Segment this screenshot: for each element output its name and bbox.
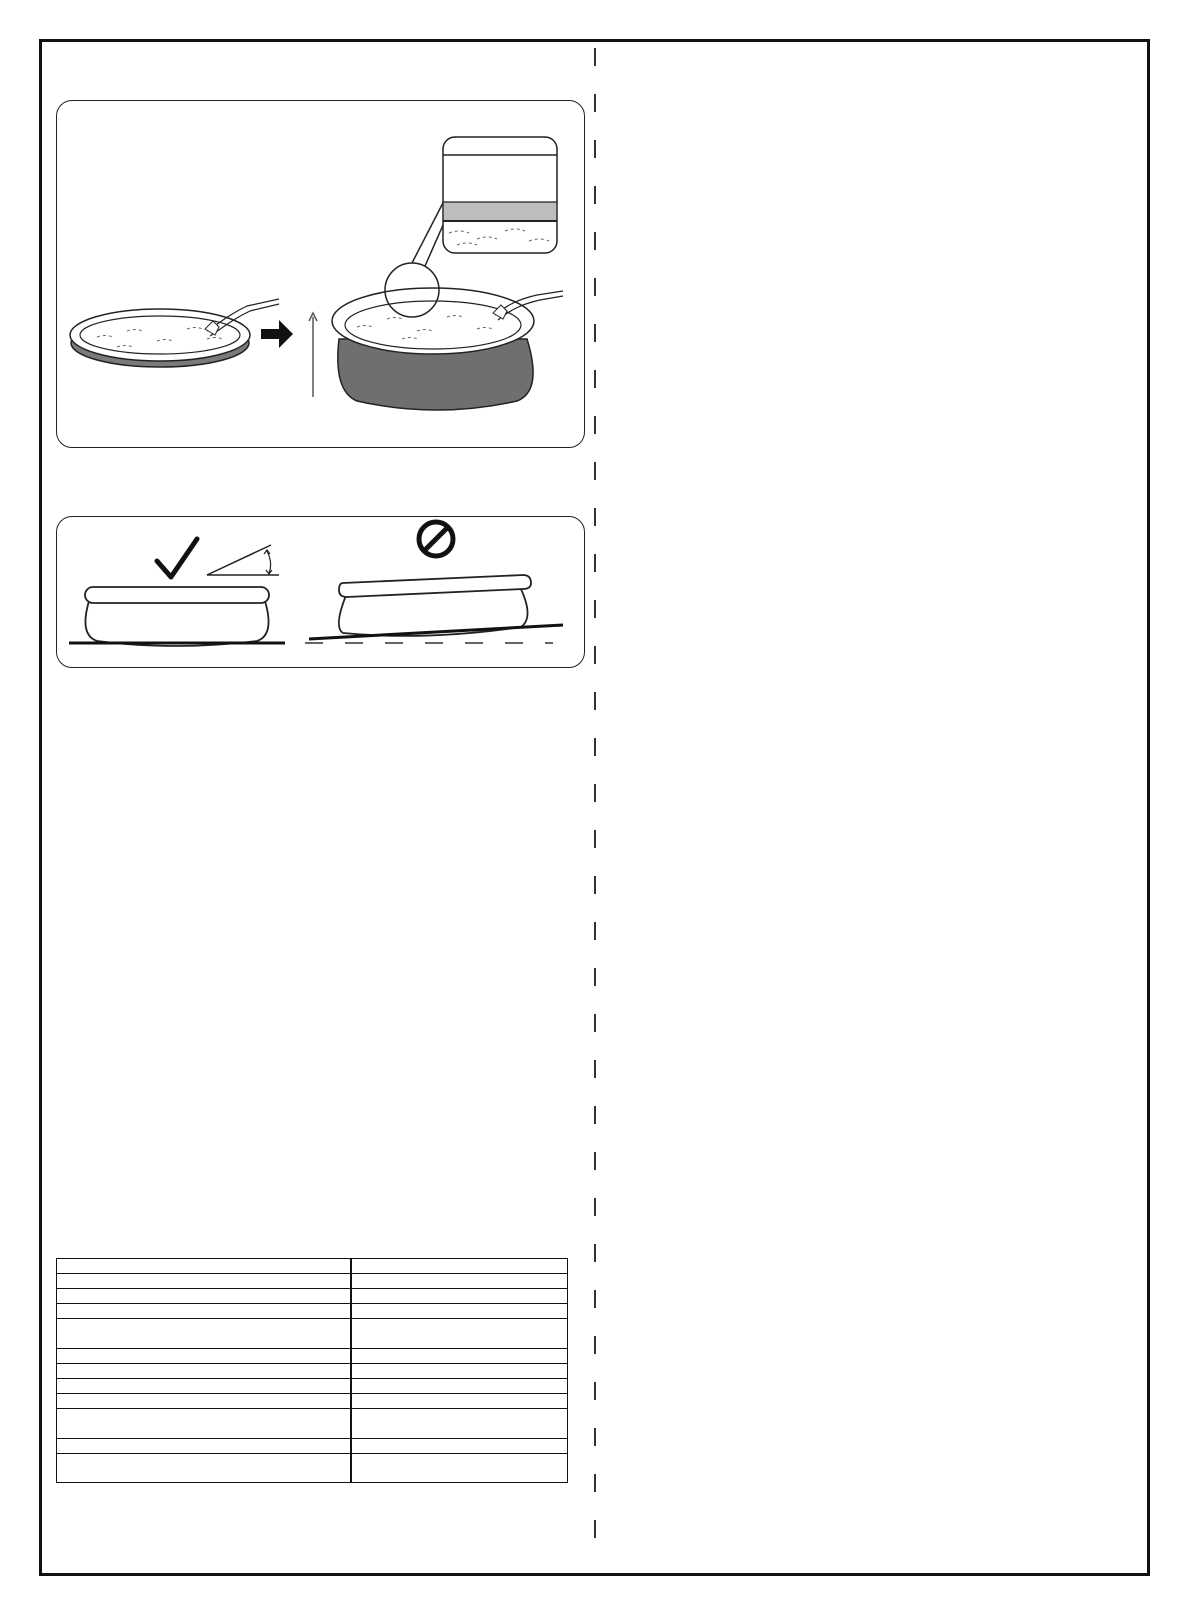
pool-filling-illustration-panel — [56, 100, 585, 448]
table-cell — [351, 1274, 568, 1289]
rising-arrow-line — [309, 313, 317, 397]
table-row — [57, 1454, 568, 1483]
table-row — [57, 1274, 568, 1289]
table-cell — [351, 1394, 568, 1409]
table-cell — [57, 1439, 351, 1454]
table-row — [57, 1409, 568, 1439]
deflated-pool-with-hose — [70, 299, 279, 367]
table-cell — [351, 1409, 568, 1439]
table-cell — [351, 1259, 568, 1274]
check-mark-icon — [157, 539, 197, 577]
table-cell — [57, 1319, 351, 1349]
table-cell — [351, 1439, 568, 1454]
table-row — [57, 1259, 568, 1274]
level-ground-illustration — [57, 517, 586, 669]
table-cell — [57, 1394, 351, 1409]
correct-level-pool — [69, 587, 285, 646]
table-row — [57, 1379, 568, 1394]
table-cell — [351, 1349, 568, 1364]
table-cell — [57, 1409, 351, 1439]
table-row — [57, 1319, 568, 1349]
table-row — [57, 1394, 568, 1409]
table-cell — [57, 1379, 351, 1394]
table-cell — [351, 1364, 568, 1379]
table-cell — [351, 1289, 568, 1304]
table-cell — [57, 1349, 351, 1364]
table-row — [57, 1439, 568, 1454]
cut-line — [594, 48, 596, 1548]
table-row — [57, 1304, 568, 1319]
spec-table — [56, 1258, 568, 1483]
spec-table-body — [57, 1259, 568, 1483]
filled-pool — [332, 288, 563, 410]
table-row — [57, 1349, 568, 1364]
table-cell — [351, 1379, 568, 1394]
table-cell — [351, 1304, 568, 1319]
table-row — [57, 1289, 568, 1304]
table-cell — [57, 1304, 351, 1319]
incorrect-sloped-pool — [305, 575, 563, 643]
table-cell — [351, 1454, 568, 1483]
angle-icon — [207, 545, 279, 575]
right-arrow-icon — [261, 320, 293, 348]
table-cell — [57, 1364, 351, 1379]
prohibited-icon — [419, 522, 453, 556]
table-cell — [57, 1259, 351, 1274]
table-cell — [57, 1274, 351, 1289]
table-row — [57, 1364, 568, 1379]
table-cell — [57, 1454, 351, 1483]
table-cell — [57, 1289, 351, 1304]
table-cell — [351, 1319, 568, 1349]
level-ground-illustration-panel — [56, 516, 585, 668]
pool-filling-illustration — [57, 101, 586, 449]
